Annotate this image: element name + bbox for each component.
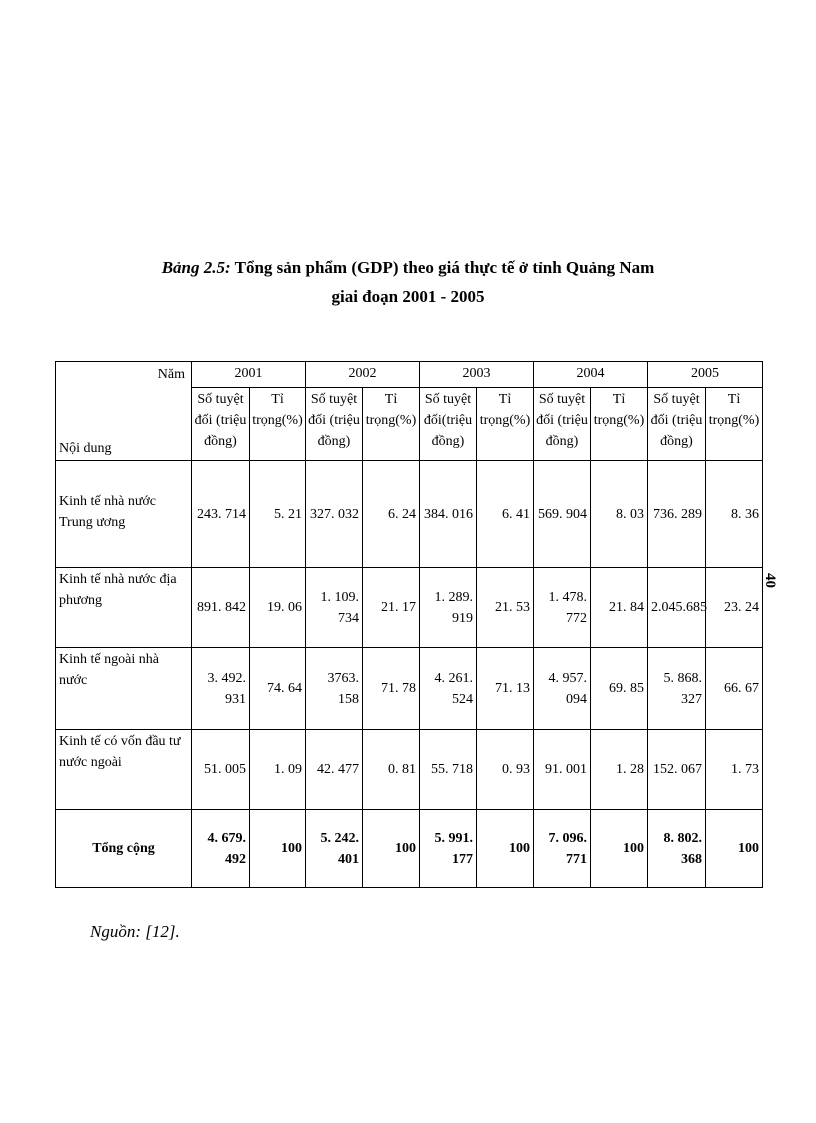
cell-share-value: 0. 81 bbox=[363, 730, 420, 810]
sub-header-absolute: Số tuyệt đối (triệu đồng) bbox=[192, 388, 250, 461]
cell-absolute-value: 736. 289 bbox=[648, 461, 706, 568]
corner-content-label: Nội dung bbox=[59, 441, 112, 456]
year-header: 2002 bbox=[306, 362, 420, 388]
cell-share-value: 8. 03 bbox=[591, 461, 648, 568]
cell-absolute-value: 152. 067 bbox=[648, 730, 706, 810]
cell-absolute-value: 5. 242. 401 bbox=[306, 810, 363, 888]
cell-absolute-value: 42. 477 bbox=[306, 730, 363, 810]
cell-absolute-value: 384. 016 bbox=[420, 461, 477, 568]
cell-share-value: 100 bbox=[706, 810, 763, 888]
cell-share-value: 100 bbox=[363, 810, 420, 888]
year-header: 2004 bbox=[534, 362, 648, 388]
year-header: 2003 bbox=[420, 362, 534, 388]
cell-share-value: 6. 24 bbox=[363, 461, 420, 568]
source-note: Nguồn: [12]. bbox=[90, 922, 180, 941]
cell-absolute-value: 8. 802. 368 bbox=[648, 810, 706, 888]
cell-share-value: 21. 53 bbox=[477, 568, 534, 648]
sub-header-absolute: Số tuyệt đối(triệu đồng) bbox=[420, 388, 477, 461]
cell-share-value: 1. 28 bbox=[591, 730, 648, 810]
table-title bbox=[0, 254, 816, 281]
year-header: 2001 bbox=[192, 362, 306, 388]
cell-absolute-value: 91. 001 bbox=[534, 730, 591, 810]
cell-absolute-value: 2.045.685 bbox=[648, 568, 706, 648]
page-number: 40 bbox=[762, 573, 778, 588]
cell-share-value: 6. 41 bbox=[477, 461, 534, 568]
sub-header-absolute: Số tuyệt đối (triệu đồng) bbox=[306, 388, 363, 461]
cell-share-value: 8. 36 bbox=[706, 461, 763, 568]
row-label: Kinh tế ngoài nhà nước bbox=[56, 648, 192, 730]
year-header: 2005 bbox=[648, 362, 763, 388]
row-label: Kinh tế có vốn đầu tư nước ngoài bbox=[56, 730, 192, 810]
year-header-row bbox=[56, 362, 763, 388]
cell-share-value: 100 bbox=[477, 810, 534, 888]
cell-absolute-value: 5. 991. 177 bbox=[420, 810, 477, 888]
cell-absolute-value: 3. 492. 931 bbox=[192, 648, 250, 730]
total-row bbox=[56, 810, 763, 888]
table-row bbox=[56, 648, 763, 730]
cell-absolute-value: 7. 096. 771 bbox=[534, 810, 591, 888]
cell-share-value: 1. 73 bbox=[706, 730, 763, 810]
sub-header-share: Tỉ trọng(%) bbox=[477, 388, 534, 461]
total-label: Tổng cộng bbox=[56, 810, 192, 888]
cell-share-value: 0. 93 bbox=[477, 730, 534, 810]
sub-header-share: Tỉ trọng(%) bbox=[250, 388, 306, 461]
cell-share-value: 71. 78 bbox=[363, 648, 420, 730]
table-row bbox=[56, 730, 763, 810]
cell-share-value: 5. 21 bbox=[250, 461, 306, 568]
table-subtitle: giai đoạn 2001 - 2005 bbox=[331, 287, 485, 306]
cell-absolute-value: 1. 478. 772 bbox=[534, 568, 591, 648]
cell-absolute-value: 3763. 158 bbox=[306, 648, 363, 730]
cell-share-value: 1. 09 bbox=[250, 730, 306, 810]
table-row bbox=[56, 568, 763, 648]
cell-share-value: 100 bbox=[250, 810, 306, 888]
cell-absolute-value: 4. 957. 094 bbox=[534, 648, 591, 730]
sub-header-share: Tỉ trọng(%) bbox=[706, 388, 763, 461]
gdp-table bbox=[55, 361, 763, 888]
cell-share-value: 74. 64 bbox=[250, 648, 306, 730]
cell-absolute-value: 891. 842 bbox=[192, 568, 250, 648]
corner-year-label: Năm bbox=[157, 367, 185, 382]
cell-share-value: 66. 67 bbox=[706, 648, 763, 730]
row-label: Kinh tế nhà nước địa phương bbox=[56, 568, 192, 648]
corner-cell bbox=[56, 362, 192, 461]
cell-absolute-value: 569. 904 bbox=[534, 461, 591, 568]
row-label: Kinh tế nhà nước Trung ương bbox=[56, 461, 192, 568]
cell-share-value: 100 bbox=[591, 810, 648, 888]
cell-share-value: 21. 84 bbox=[591, 568, 648, 648]
cell-share-value: 71. 13 bbox=[477, 648, 534, 730]
cell-share-value: 69. 85 bbox=[591, 648, 648, 730]
cell-absolute-value: 5. 868. 327 bbox=[648, 648, 706, 730]
sub-header-share: Tỉ trọng(%) bbox=[363, 388, 420, 461]
cell-share-value: 21. 17 bbox=[363, 568, 420, 648]
cell-absolute-value: 4. 679. 492 bbox=[192, 810, 250, 888]
table-title-text: Tổng sản phẩm (GDP) theo giá thực tế ở tỉnh Quảng Nam bbox=[230, 258, 655, 277]
cell-absolute-value: 243. 714 bbox=[192, 461, 250, 568]
cell-absolute-value: 1. 109. 734 bbox=[306, 568, 363, 648]
table-title-label: Bảng 2.5: bbox=[161, 258, 231, 277]
sub-header-absolute: Số tuyệt đối (triệu đồng) bbox=[648, 388, 706, 461]
table-row bbox=[56, 461, 763, 568]
cell-absolute-value: 4. 261. 524 bbox=[420, 648, 477, 730]
cell-share-value: 19. 06 bbox=[250, 568, 306, 648]
cell-absolute-value: 327. 032 bbox=[306, 461, 363, 568]
sub-header-absolute: Số tuyệt đối (triệu đồng) bbox=[534, 388, 591, 461]
cell-absolute-value: 1. 289. 919 bbox=[420, 568, 477, 648]
cell-absolute-value: 51. 005 bbox=[192, 730, 250, 810]
cell-share-value: 23. 24 bbox=[706, 568, 763, 648]
sub-header-share: Tỉ trọng(%) bbox=[591, 388, 648, 461]
cell-absolute-value: 55. 718 bbox=[420, 730, 477, 810]
